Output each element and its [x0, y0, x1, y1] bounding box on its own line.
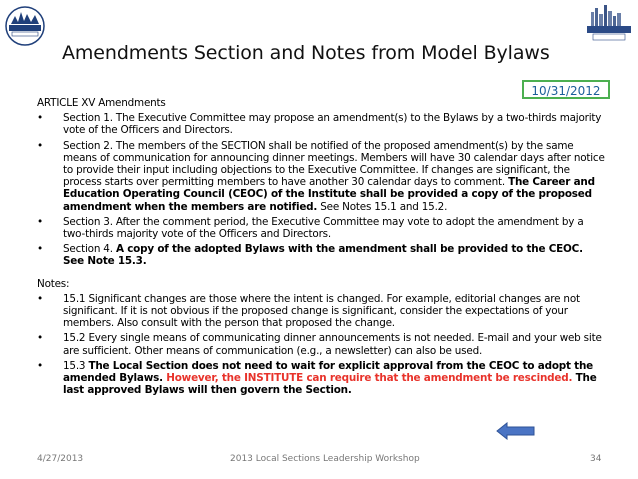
- bullet: •: [37, 332, 43, 345]
- list-item: • Section 3. After the comment period, the Executive Committee may vote to adopt the amendment by a two-thirds majority vote of the Officers and Directors.: [37, 215, 584, 241]
- slide-title: Amendments Section and Notes from Model Bylaws: [62, 42, 550, 64]
- bullet: •: [37, 359, 43, 372]
- notes-heading: Notes:: [37, 277, 70, 290]
- notes-list: [37, 293, 607, 397]
- list-item: • 15.3 The Local Section does not need to wait for explicit approval from the CEOC to adopt the amended Bylaws. However, the INSTITUTE can require that the amendment be rescinded. The last approved Bylaws will then govern the Section.: [37, 359, 597, 397]
- bullet: •: [37, 112, 43, 125]
- list-item: • 15.2 Every single means of communicating dinner announcements is not needed. E-mail and your web site are sufficient. Other means of communication (e.g., a newsletter) can also be used.: [37, 332, 602, 357]
- article-heading: ARTICLE XV Amendments: [37, 97, 166, 109]
- list-item: • Section 4. A copy of the adopted Bylaws with the amendment shall be provided to the CEOC. See Note 15.3.: [37, 243, 583, 268]
- list-item: • Section 2. The members of the SECTION shall be notified of the proposed amendment(s) by the same means of communication for announcing dinner meetings. Members will have 30 calendar days after notice to provide their input including objections to the Executive Committee. If changes are significant, the process starts over permitting members to have another 30 calendar days to comment. The Career and Education Operating Council (CEOC) of the Institute shall be provided a copy of the proposed amendment when the members are notified. See Notes 15.1 and 15.2.: [37, 139, 605, 213]
- date-badge: 10/31/2012: [522, 80, 610, 99]
- footer-event: 2013 Local Sections Leadership Workshop: [230, 454, 420, 464]
- aiche-logo-left: [5, 4, 45, 48]
- list-item: • 15.1 Significant changes are those where the intent is changed. For example, editorial changes are not significant. If it is not obvious if the proposed change is significant, consider the expectations of your members. Also consult with the person that proposed the change.: [37, 292, 580, 330]
- left-arrow-icon[interactable]: [496, 422, 536, 444]
- footer-date: 4/27/2013: [37, 454, 84, 464]
- bullet: •: [37, 292, 43, 305]
- page-number: 34: [590, 454, 602, 464]
- list-item: • Section 1. The Executive Committee may propose an amendment(s) to the Bylaws by a two-thirds majority vote of the Officers and Directors.: [37, 112, 602, 137]
- bullet: •: [37, 215, 43, 228]
- article-sections-list: [37, 112, 607, 267]
- aiche-logo-right: [585, 2, 633, 46]
- slide-content: [37, 97, 607, 396]
- bullet: •: [37, 243, 43, 256]
- bullet: •: [37, 139, 43, 152]
